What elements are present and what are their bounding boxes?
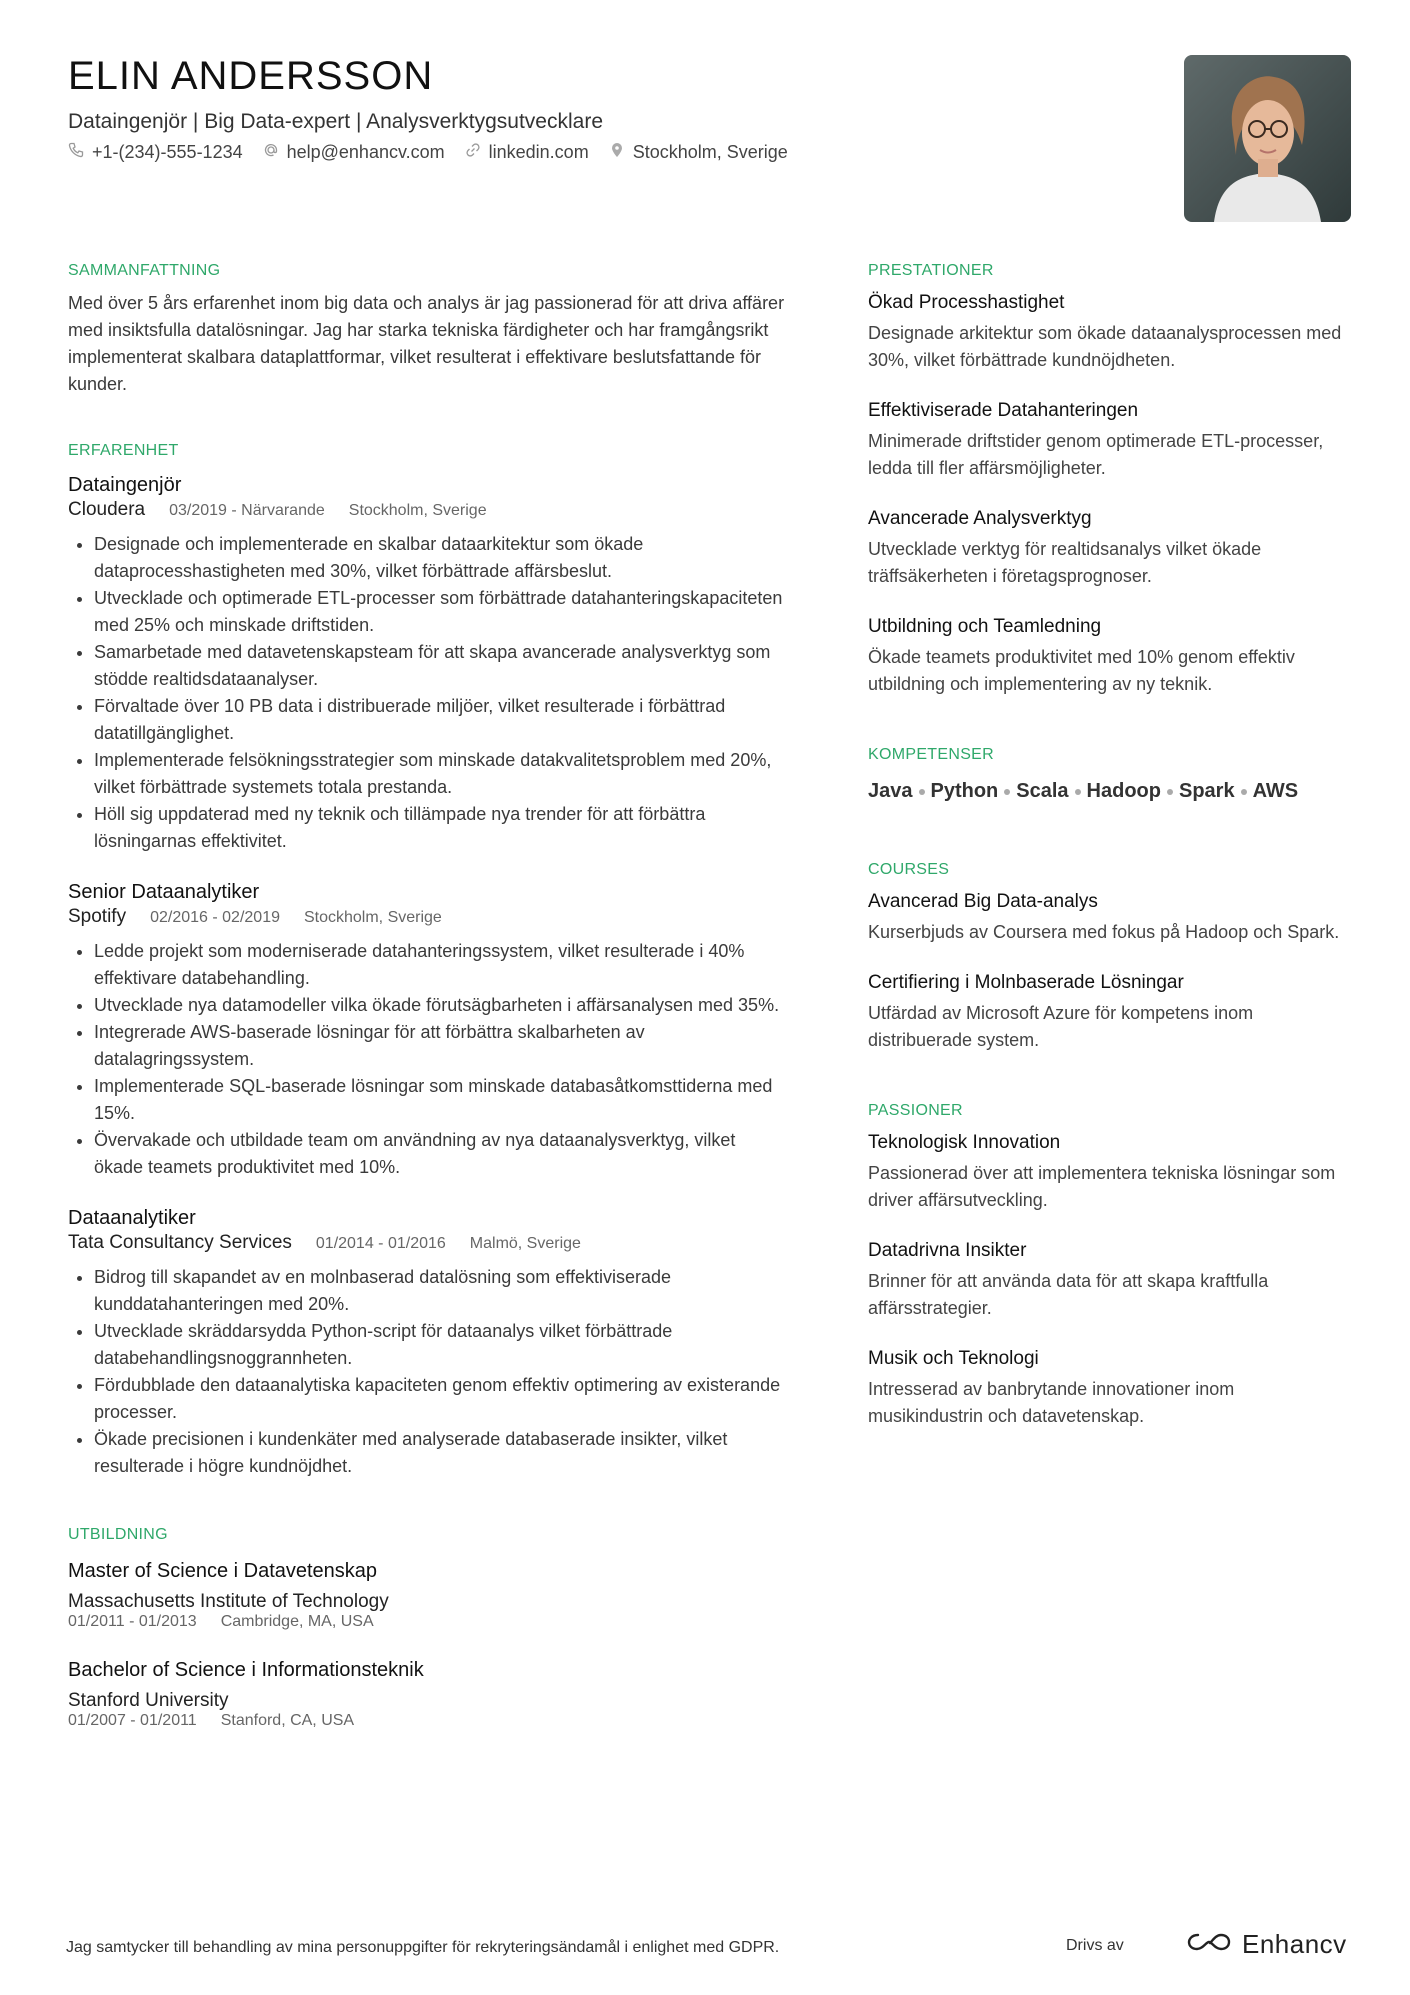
bullet: • Övervakade och utbildade team om användning av nya dataanalysverktyg, vilket ökade teamets produktivitet med 10%.: [94, 1127, 788, 1181]
passion-desc: Passionerad över att implementera tekniska lösningar som driver affärsutveckling.: [868, 1163, 1336, 1210]
achievement-desc: Ökade teamets produktivitet med 10% genom effektiv utbildning och implementering av ny teknik.: [868, 647, 1295, 694]
job-dates: 02/2016 - 02/2019: [150, 909, 280, 926]
education-item: [68, 1659, 788, 1730]
summary-text: Med över 5 års erfarenhet inom big data och analys är jag passionerad för att driva affärer med insiktsfulla datalösningar. Jag har starka tekniska färdigheter och har framgångsrikt implementerat skalbara dataplattformar, vilket resulterat i effektivare beslutsfattande för kunder.: [68, 293, 785, 394]
company-name: Spotify: [68, 906, 127, 927]
link-icon: [465, 142, 481, 163]
phone-icon: [68, 142, 84, 163]
courses-title: COURSES: [868, 861, 950, 878]
linkedin-text: linkedin.com: [488, 142, 589, 162]
education-title: UTBILDNING: [68, 1526, 168, 1543]
passion-title: Musik och Teknologi: [868, 1348, 1039, 1369]
passion-desc: Intresserad av banbrytande innovationer inom musikindustrin och datavetenskap.: [868, 1379, 1235, 1426]
job-location: Stockholm, Sverige: [303, 909, 442, 926]
achievement-item: [868, 508, 1348, 590]
passion-item: [868, 1348, 1348, 1430]
job-location: Malmö, Sverige: [469, 1235, 581, 1252]
summary-section: [68, 262, 788, 398]
skill-tag: Python: [930, 780, 999, 802]
bullet: • Fördubblade den dataanalytiska kapaciteten genom effektiv optimering av existerande processer.: [94, 1372, 788, 1426]
contact-row: [68, 142, 788, 163]
degree: Master of Science i Datavetenskap: [68, 1560, 378, 1582]
achievement-desc: Minimerade driftstider genom optimerade ETL-processer, ledda till fler affärsmöjligheter.: [868, 431, 1324, 478]
gdpr-consent: Jag samtycker till behandling av mina personuppgifter för rekryteringsändamål i enlighet med GDPR.: [66, 1939, 780, 1956]
skill-tag: Scala: [1016, 780, 1069, 802]
experience-item: [68, 881, 788, 1181]
powered-by-label: Drivs av: [1066, 1937, 1124, 1954]
separator-dot: [1241, 789, 1247, 795]
job-dates: 03/2019 - Närvarande: [169, 502, 325, 519]
achievements-title: PRESTATIONER: [868, 262, 994, 279]
education-meta: [68, 1712, 788, 1730]
school: Stanford University: [68, 1690, 229, 1711]
bullet: • Integrerade AWS-baserade lösningar för att förbättra skalbarheten av datalagringssystem.: [94, 1019, 788, 1073]
job-meta: [68, 499, 788, 521]
achievement-title: Utbildning och Teamledning: [868, 616, 1102, 637]
right-column: [868, 262, 1348, 1430]
contact-location: [609, 142, 788, 163]
skills-section: [868, 746, 1348, 803]
bullet: • Utvecklade och optimerade ETL-processer som förbättrade datahanteringskapaciteten med 25% och minskade driftstiden.: [94, 585, 788, 639]
skill-tag: AWS: [1252, 780, 1299, 802]
headline: Dataingenjör | Big Data-expert | Analysverktygsutvecklare: [68, 110, 603, 133]
course-desc: Utfärdad av Microsoft Azure för kompetens inom distribuerade system.: [868, 1003, 1254, 1050]
achievement-title: Effektiviserade Datahanteringen: [868, 400, 1139, 421]
education-location: Cambridge, MA, USA: [220, 1613, 374, 1630]
passion-title: Datadrivna Insikter: [868, 1240, 1027, 1261]
bullet: • Ledde projekt som moderniserade datahanteringssystem, vilket resulterade i 40% effektivare databehandling.: [94, 938, 788, 992]
job-location: Stockholm, Sverige: [348, 502, 487, 519]
job-bullets: [68, 1264, 788, 1480]
course-title: Certifiering i Molnbaserade Lösningar: [868, 972, 1184, 993]
at-icon: [263, 142, 279, 163]
achievement-title: Avancerade Analysverktyg: [868, 508, 1092, 529]
left-column: [68, 262, 788, 1730]
bullet: • Implementerade SQL-baserade lösningar som minskade databasåtkomsttiderna med 15%.: [94, 1073, 788, 1127]
enhancv-brand-text: Enhancv: [1242, 1929, 1347, 1959]
skill-tag: Hadoop: [1086, 780, 1161, 802]
bullet: • Samarbetade med datavetenskapsteam för att skapa avancerade analysverktyg som stödde realtidsdataanalyser.: [94, 639, 788, 693]
skill-tag: Spark: [1178, 780, 1235, 802]
contact-linkedin[interactable]: [465, 142, 589, 163]
passion-desc: Brinner för att använda data för att skapa kraftfulla affärsstrategier.: [868, 1271, 1269, 1318]
job-meta: [68, 906, 788, 928]
experience-item: [68, 474, 788, 855]
email-text: help@enhancv.com: [286, 142, 445, 162]
location-text: Stockholm, Sverige: [632, 142, 788, 162]
bullet: • Ökade precisionen i kundenkäter med analyserade databaserade insikter, vilket resulterade i högre kundnöjdhet.: [94, 1426, 788, 1480]
bullet: • Höll sig uppdaterad med ny teknik och tillämpade nya trender för att förbättra lösningarnas effektivitet.: [94, 801, 788, 855]
achievement-desc: Designade arkitektur som ökade dataanalysprocessen med 30%, vilket förbättrade kundnöjdheten.: [868, 323, 1342, 370]
job-title: Dataanalytiker: [68, 1207, 196, 1229]
passion-title: Teknologisk Innovation: [868, 1132, 1061, 1153]
summary-title: SAMMANFATTNING: [68, 262, 221, 279]
bullet: • Implementerade felsökningsstrategier som minskade datakvalitetsproblem med 20%, vilket förbättrade systemets totala prestanda.: [94, 747, 788, 801]
job-bullets: [68, 531, 788, 855]
contact-email[interactable]: [263, 142, 445, 163]
passion-item: [868, 1132, 1348, 1214]
job-title: Dataingenjör: [68, 474, 182, 496]
bullet: • Utvecklade skräddarsydda Python-script för dataanalys vilket förbättrade databehandlingsnoggrannheten.: [94, 1318, 788, 1372]
course-item: [868, 972, 1348, 1054]
education-dates: 01/2011 - 01/2013: [68, 1613, 197, 1630]
achievement-item: [868, 292, 1348, 374]
job-bullets: [68, 938, 788, 1181]
profile-photo: [1184, 55, 1351, 222]
achievement-item: [868, 616, 1348, 698]
passions-title: PASSIONER: [868, 1102, 963, 1119]
education-dates: 01/2007 - 01/2011: [68, 1712, 197, 1729]
degree: Bachelor of Science i Informationsteknik: [68, 1659, 424, 1681]
enhancv-logo-icon: [1186, 1930, 1232, 1959]
experience-section: [68, 442, 788, 1480]
course-desc: Kurserbjuds av Coursera med fokus på Hadoop och Spark.: [868, 922, 1340, 942]
experience-title: ERFARENHET: [68, 442, 179, 459]
separator-dot: [1167, 789, 1173, 795]
achievement-title: Ökad Processhastighet: [868, 292, 1065, 313]
achievement-desc: Utvecklade verktyg för realtidsanalys vilket ökade träffsäkerheten i företagsprognoser.: [868, 539, 1262, 586]
job-meta: [68, 1232, 788, 1254]
education-section: [68, 1526, 788, 1730]
achievements-section: [868, 262, 1348, 698]
school: Massachusetts Institute of Technology: [68, 1591, 389, 1612]
bullet: • Förvaltade över 10 PB data i distribuerade miljöer, vilket resulterade i förbättrad datatillgänglighet.: [94, 693, 788, 747]
company-name: Tata Consultancy Services: [68, 1232, 292, 1253]
course-item: [868, 891, 1348, 946]
separator-dot: [1075, 789, 1081, 795]
candidate-name: ELIN ANDERSSON: [68, 54, 434, 98]
skills-list: [868, 780, 1348, 803]
education-meta: [68, 1613, 788, 1631]
skills-title: KOMPETENSER: [868, 746, 994, 763]
separator-dot: [919, 789, 925, 795]
education-item: [68, 1560, 788, 1631]
phone-text: +1-(234)-555-1234: [92, 142, 243, 162]
bullet: • Bidrog till skapandet av en molnbaserad datalösning som effektiviserade kunddatahanteringen med 20%.: [94, 1264, 788, 1318]
passions-section: [868, 1102, 1348, 1430]
bullet: • Designade och implementerade en skalbar dataarkitektur som ökade dataprocesshastigheten med 30%, vilket förbättrade affärsbeslut.: [94, 531, 788, 585]
achievement-item: [868, 400, 1348, 482]
separator-dot: [1004, 789, 1010, 795]
bullet: • Utvecklade nya datamodeller vilka ökade förutsägbarheten i affärsanalysen med 35%.: [94, 992, 788, 1019]
job-title: Senior Dataanalytiker: [68, 881, 260, 903]
enhancv-logo[interactable]: [1186, 1929, 1347, 1960]
skill-tag: Java: [868, 780, 913, 802]
education-location: Stanford, CA, USA: [220, 1712, 355, 1729]
course-title: Avancerad Big Data-analys: [868, 891, 1098, 912]
passion-item: [868, 1240, 1348, 1322]
courses-section: [868, 861, 1348, 1054]
experience-item: [68, 1207, 788, 1480]
contact-phone[interactable]: [68, 142, 243, 163]
job-dates: 01/2014 - 01/2016: [315, 1235, 446, 1252]
location-pin-icon: [609, 142, 625, 163]
company-name: Cloudera: [68, 499, 146, 520]
